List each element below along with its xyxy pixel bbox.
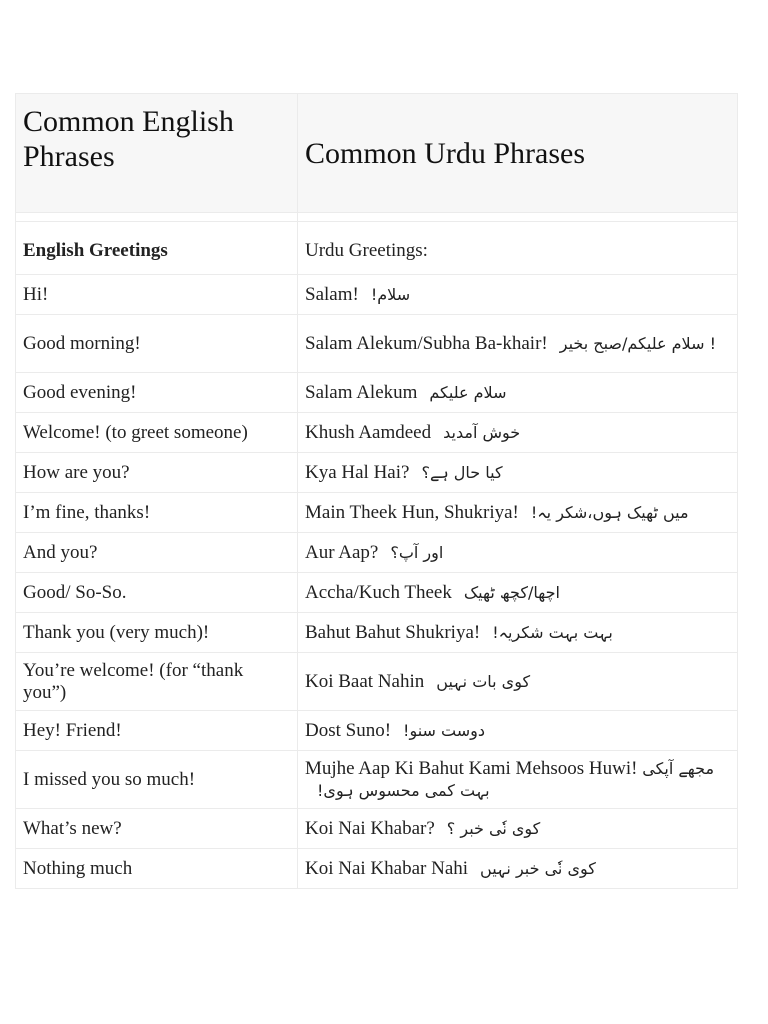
section-row — [16, 222, 738, 275]
table-row — [16, 533, 738, 573]
table-row — [16, 573, 738, 613]
urdu-script-phrase: اچھا/کچھ ٹھیک — [463, 582, 560, 602]
table-row — [16, 809, 738, 849]
roman-urdu-phrase: Koi Nai Khabar? — [305, 817, 435, 839]
roman-urdu-phrase: Kya Hal Hai? — [305, 461, 410, 483]
urdu-script-phrase: دوست سنو! — [403, 720, 486, 740]
english-phrase: You’re welcome! (for “thank you”) — [16, 653, 298, 711]
english-phrase: What’s new? — [16, 809, 298, 849]
urdu-script-phrase: کوی نٗی خبر ؟ — [446, 818, 541, 838]
urdu-phrase-cell — [298, 413, 738, 453]
urdu-script-phrase: میں ٹھیک ہوں،شکر یہ! — [530, 502, 689, 522]
urdu-script-phrase: ! سلام علیکم/صبح بخیر — [559, 333, 716, 353]
roman-urdu-phrase: Khush Aamdeed — [305, 421, 432, 443]
english-column-header: Common English Phrases — [16, 94, 298, 213]
english-phrase: Good morning! — [16, 315, 298, 373]
english-phrase: Nothing much — [16, 849, 298, 889]
table-row — [16, 453, 738, 493]
roman-urdu-phrase: Salam Alekum — [305, 381, 418, 403]
roman-urdu-phrase: Aur Aap? — [305, 541, 379, 563]
roman-urdu-phrase: Dost Suno! — [305, 719, 392, 741]
urdu-phrase-cell — [298, 849, 738, 889]
header-row — [16, 94, 738, 213]
roman-urdu-phrase: Main Theek Hun, Shukriya! — [305, 501, 519, 523]
table-row — [16, 275, 738, 315]
urdu-phrase-cell — [298, 493, 738, 533]
roman-urdu-phrase: Salam Alekum/Subha Ba-khair! — [305, 332, 548, 354]
urdu-script-phrase: اور آپ؟ — [390, 542, 444, 562]
urdu-script-phrase: بہت بہت شکریہ! — [492, 622, 613, 642]
english-phrase: Good/ So-So. — [16, 573, 298, 613]
table-row — [16, 711, 738, 751]
roman-urdu-phrase: Koi Nai Khabar Nahi — [305, 857, 469, 879]
spacer-row — [16, 213, 738, 222]
table-row — [16, 315, 738, 373]
table-row — [16, 613, 738, 653]
english-phrase: How are you? — [16, 453, 298, 493]
spacer-cell — [298, 213, 738, 222]
urdu-phrase-cell — [298, 533, 738, 573]
roman-urdu-phrase: Bahut Bahut Shukriya! — [305, 621, 481, 643]
english-phrase: Welcome! (to greet someone) — [16, 413, 298, 453]
phrases-table — [15, 93, 738, 889]
urdu-column-header: Common Urdu Phrases — [298, 94, 738, 213]
urdu-section-label: Urdu Greetings: — [298, 222, 738, 275]
english-section-label: English Greetings — [16, 222, 298, 275]
english-phrase: I’m fine, thanks! — [16, 493, 298, 533]
urdu-phrase-cell — [298, 809, 738, 849]
urdu-phrase-cell — [298, 751, 738, 809]
urdu-script-phrase: کوی بات نہیں — [436, 671, 531, 691]
urdu-phrase-cell — [298, 711, 738, 751]
table-row — [16, 413, 738, 453]
urdu-script-phrase: سلام علیکم — [429, 382, 507, 402]
roman-urdu-phrase: Salam! — [305, 283, 359, 305]
urdu-phrase-cell — [298, 275, 738, 315]
english-phrase: Hi! — [16, 275, 298, 315]
english-phrase: Hey! Friend! — [16, 711, 298, 751]
urdu-phrase-cell — [298, 573, 738, 613]
roman-urdu-phrase: Mujhe Aap Ki Bahut Kami Mehsoos Huwi! — [305, 757, 638, 779]
urdu-phrase-cell — [298, 453, 738, 493]
spacer-cell — [16, 213, 298, 222]
urdu-script-phrase: خوش آمدید — [443, 422, 521, 442]
urdu-phrase-cell — [298, 653, 738, 711]
english-phrase: Thank you (very much)! — [16, 613, 298, 653]
table-row — [16, 751, 738, 809]
urdu-script-phrase: کوی نٗی خبر نہیں — [480, 858, 596, 878]
roman-urdu-phrase: Koi Baat Nahin — [305, 670, 425, 692]
table-row — [16, 653, 738, 711]
english-phrase: I missed you so much! — [16, 751, 298, 809]
roman-urdu-phrase: Accha/Kuch Theek — [305, 581, 452, 603]
english-phrase: Good evening! — [16, 373, 298, 413]
urdu-script-phrase: مجھے آپکی بہت کمی محسوس ہوی! — [317, 758, 715, 800]
urdu-phrase-cell — [298, 613, 738, 653]
urdu-phrase-cell — [298, 373, 738, 413]
table-row — [16, 493, 738, 533]
urdu-phrase-cell — [298, 315, 738, 373]
urdu-script-phrase: کیا حال ہے؟ — [421, 462, 503, 482]
table-row — [16, 373, 738, 413]
urdu-script-phrase: سلام! — [370, 284, 411, 304]
table-row — [16, 849, 738, 889]
english-phrase: And you? — [16, 533, 298, 573]
